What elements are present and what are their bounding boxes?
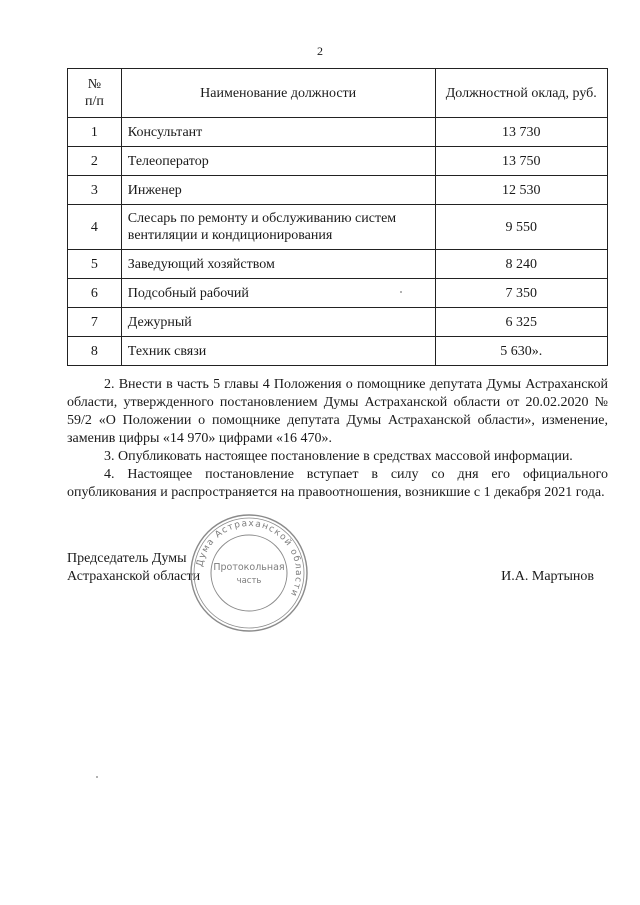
header-number: № п/п: [68, 69, 122, 118]
row-position-name: Инженер: [121, 176, 435, 205]
row-number: 7: [68, 308, 122, 337]
header-position-name: Наименование должности: [121, 69, 435, 118]
signatory-title-line-1: Председатель Думы: [67, 551, 187, 566]
paragraph-item-4: 4. Настоящее постановление вступает в силу со дня его официального опубликования и распространяется на правоотношения, возникшие с 1 декабря 2021 года.: [67, 467, 608, 500]
row-salary: 6 325: [435, 308, 607, 337]
scan-speck: [96, 776, 98, 778]
salary-table: [67, 68, 608, 366]
paragraph-item-3: 3. Опубликовать настоящее постановление в средствах массовой информации.: [104, 449, 573, 464]
official-seal-stamp: [188, 512, 310, 634]
table-row: [68, 308, 608, 337]
row-position-name: Дежурный: [121, 308, 435, 337]
row-salary: 8 240: [435, 250, 607, 279]
signatory-title-line-2: Астраханской области: [67, 569, 201, 584]
row-number: 3: [68, 176, 122, 205]
row-salary: 7 350: [435, 279, 607, 308]
table-header-row: [68, 69, 608, 118]
stamp-center-line-2: часть: [236, 576, 262, 586]
page-number: 2: [317, 44, 323, 58]
table-row: [68, 205, 608, 250]
table-row: [68, 176, 608, 205]
row-salary: 13 750: [435, 147, 607, 176]
row-position-name: Слесарь по ремонту и обслуживанию систем вентиляции и кондиционирования: [121, 205, 435, 250]
row-number: 2: [68, 147, 122, 176]
row-number: 5: [68, 250, 122, 279]
row-salary: 5 630».: [435, 337, 607, 366]
signature-block: [67, 550, 608, 590]
scan-speck: [400, 291, 402, 293]
row-position-name: Техник связи: [121, 337, 435, 366]
row-position-name: Заведующий хозяйством: [121, 250, 435, 279]
stamp-ring-text: Дума Астраханской области: [195, 518, 304, 599]
row-salary: 13 730: [435, 118, 607, 147]
row-number: 8: [68, 337, 122, 366]
table-row: [68, 250, 608, 279]
resolution-body: [67, 376, 608, 502]
row-position-name: Консультант: [121, 118, 435, 147]
row-position-name: Подсобный рабочий: [121, 279, 435, 308]
header-salary: Должностной оклад, руб.: [435, 69, 607, 118]
signatory-name: И.А. Мартынов: [501, 569, 594, 584]
table-row: [68, 118, 608, 147]
table-row: [68, 147, 608, 176]
row-number: 1: [68, 118, 122, 147]
row-number: 6: [68, 279, 122, 308]
signatory-title: [67, 550, 200, 586]
row-position-name: Телеоператор: [121, 147, 435, 176]
row-number: 4: [68, 205, 122, 250]
row-salary: 12 530: [435, 176, 607, 205]
row-salary: 9 550: [435, 205, 607, 250]
paragraph-item-2: 2. Внести в часть 5 главы 4 Положения о помощнике депутата Думы Астраханской области, утвержденного постановлением Думы Астраханской области от 20.02.2020 № 59/2 «О Положении о помощнике депутата Думы Астраханской области», изменение, заменив цифры «14 970» цифрами «16 470».: [67, 377, 608, 446]
table-row: [68, 337, 608, 366]
stamp-center-line-1: Протокольная: [213, 562, 285, 573]
table-row: [68, 279, 608, 308]
